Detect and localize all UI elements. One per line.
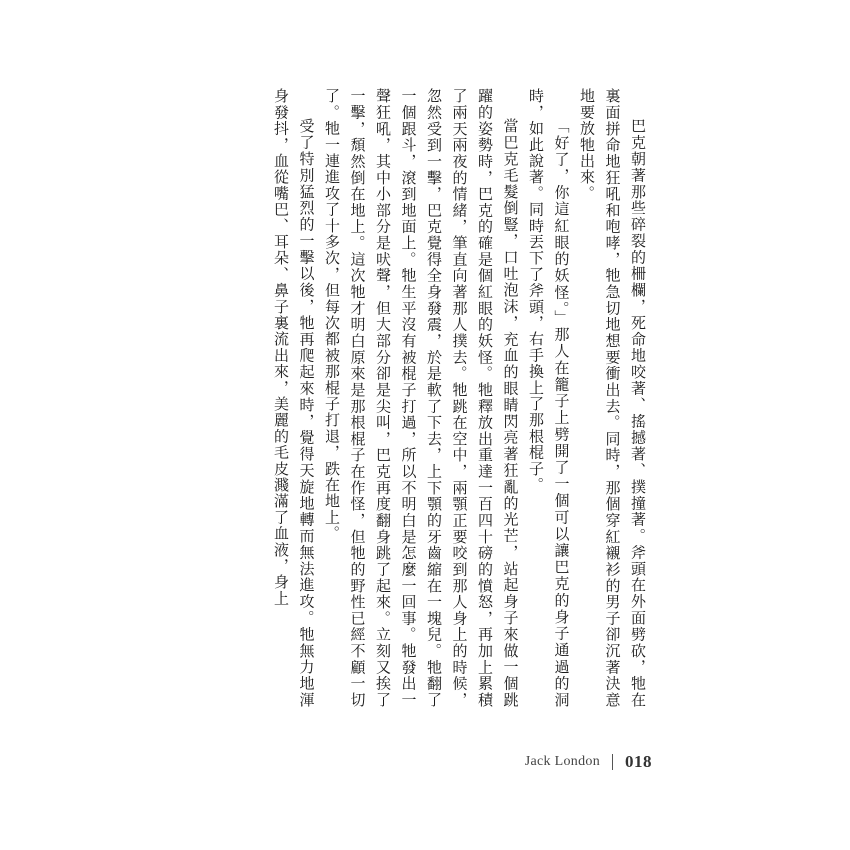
page-number: 018 bbox=[625, 752, 652, 771]
paragraph-4: 受了特別猛烈的一擊以後，牠再爬起來時，覺得天旋地轉而無法進攻。牠無力地渾身發抖，血從嘴巴、耳朵、鼻子裏流出來，美麗的毛皮濺滿了血液，身上 bbox=[272, 88, 316, 708]
footer-divider bbox=[612, 754, 613, 770]
body-text bbox=[190, 88, 650, 708]
paragraph-3: 當巴克毛髮倒豎，口吐泡沫，充血的眼睛閃亮著狂亂的光芒，站起身子來做一個跳躍的姿勢時，巴克的確是個紅眼的妖怪。牠釋放出重達一百四十磅的憤怒，再加上累積了兩天兩夜的情緒，筆直向著那人撲去。牠跳在空中，兩顎正要咬到那人身上的時候，忽然受到一擊，巴克覺得全身發震，於是軟了下去，上下顎的牙齒縮在一塊兒。牠翻了一個跟斗，滾到地面上。牠生平沒有被棍子打過，所以不明白是怎麼一回事。牠發出一聲狂吼，其中小部分是吠聲，但大部分卻是尖叫，巴克再度翻身跳了起來。立刻又挨了一擊，頹然倒在地上。這次牠才明白原來是那根棍子在作怪，但牠的野性已經不顧一切了。牠一連進攻了十多次，但每次都被那棍子打退，跌在地上。 bbox=[323, 88, 520, 708]
paragraph-1: 巴克朝著那些碎裂的柵欄，死命地咬著、搖撼著、撲撞著。斧頭在外面劈砍，牠在裏面拼命地狂吼和咆哮，牠急切地想要衝出去。同時，那個穿紅襯衫的男子卻沉著決意地要放牠出來。 bbox=[578, 88, 647, 708]
paragraph-2: 「好了，你這紅眼的妖怪。」那人在籠子上劈開了一個可以讓巴克的身子通過的洞時，如此說著。同時丟下了斧頭，右手換上了那根棍子。 bbox=[527, 88, 571, 708]
running-footer-author: Jack London bbox=[524, 754, 600, 769]
page-footer bbox=[525, 752, 652, 772]
